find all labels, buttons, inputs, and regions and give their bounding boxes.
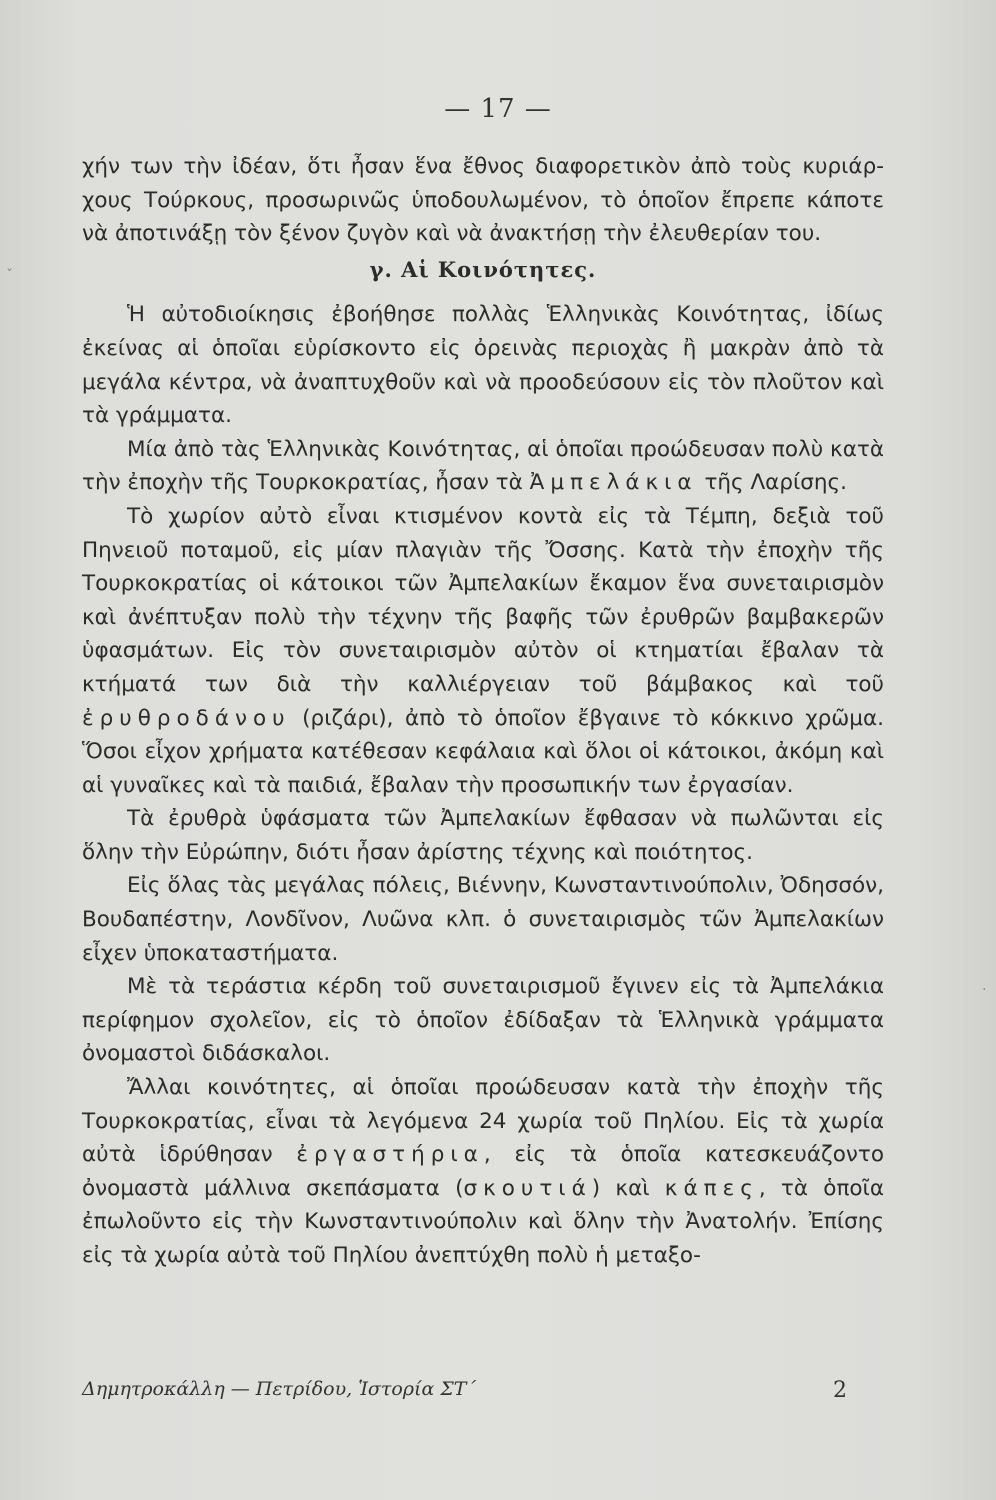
paragraph-5: Τὰ ἐρυθρὰ ὑφάσματα τῶν Ἀμπελακίων ἔφθασαν νὰ πωλῶνται εἰς ὅλην τὴν Εὐρώπην, διότι ἦσαν ἀρίστης τέχνης καὶ ποιότητος.: [82, 806, 884, 865]
paragraph-7: Μὲ τὰ τεράστια κέρδη τοῦ συνεταιρισμοῦ ἔγινεν εἰς τὰ Ἀμπελάκια περίφημον σχολεῖον, εἰς τὸ ὁποῖον ἐδίδαξαν τὰ Ἑλληνικὰ γράμματα ὀνομαστοὶ διδάσκαλοι.: [82, 974, 884, 1067]
page-number: — 17 —: [444, 94, 552, 124]
paragraph-3: [82, 433, 884, 500]
spaced-term-erythrodanou: ἐρυθροδάνου: [82, 705, 291, 731]
paragraph-3-text-a: Μία ἀπὸ τὰς Ἑλληνικὰς Κοινότητας, αἱ ὁποῖαι προώδευσαν πολὺ κατὰ τὴν ἐποχὴν τῆς Τουρκοκρατίας, ἦσαν τὰ: [82, 436, 884, 496]
margin-mark-left: ˇ: [6, 268, 13, 284]
spaced-term-ergastiria: ἐργαστήρια: [296, 1142, 484, 1168]
paragraph-6: Εἰς ὅλας τὰς μεγάλας πόλεις, Βιέννην, Κωνσταντινούπολιν, Ὀδησσόν, Βουδαπέστην, Λονδῖνον, Λυῶνα κλπ. ὁ συνεταιρισμὸς τῶν Ἀμπελακίων εἶχεν ὑποκαταστήματα.: [82, 873, 884, 966]
paragraph-8-text-a: Ἄλλαι κοινότητες, αἱ ὁποῖαι προώδευσαν κατὰ τὴν ἐποχὴν τῆς Τουρκοκρατίας, εἶναι τὰ λεγόμενα 24 χωρία τοῦ Πηλίου. Εἰς τὰ χωρία αὐτὰ ἱδρύθησαν: [82, 1075, 884, 1168]
paragraph-2: Ἡ αὐτοδιοίκησις ἐβοήθησε πολλὰς Ἑλληνικὰς Κοινότητας, ἰδίως ἐκείνας αἱ ὁποῖαι εὑρίσκοντο εἰς ὀρεινὰς περιοχὰς ἢ μακρὰν ἀπὸ τὰ μεγάλα κέντρα, νὰ ἀναπτυχθοῦν καὶ νὰ προοδεύσουν εἰς τὸν πλοῦτον καὶ τὰ γράμματα.: [82, 302, 884, 429]
body-text: [82, 150, 884, 1273]
paragraph-3-text-b: τῆς Λαρίσης.: [697, 470, 847, 496]
spaced-term-ampelakia: Ἀμπελάκια: [529, 470, 698, 496]
sheet-number: 2: [833, 1378, 847, 1403]
paragraph-8-text-b: , εἰς τὰ ὁποῖα κατεσκευάζοντο ὀνομαστὰ μάλλινα σκεπάσματα (: [82, 1142, 884, 1201]
paragraph-4-text-a: Τὸ χωρίον αὐτὸ εἶναι κτισμένον κοντὰ εἰς τὰ Τέμπη, δεξιὰ τοῦ Πηνειοῦ ποταμοῦ, εἰς μίαν πλαγιὰν τῆς Ὄσσης. Κατὰ τὴν ἐποχὴν τῆς Τουρκοκρατίας οἱ κάτοικοι τῶν Ἀμπελακίων ἔκαμον ἕνα συνεταιρισμὸν καὶ ἀνέπτυξαν πολὺ τὴν τέχνην τῆς βαφῆς τῶν ἐρυθρῶν βαμβακερῶν ὑφασμάτων. Εἰς τὸν συνεταιρισμὸν αὐτὸν οἱ κτηματίαι ἔβαλαν τὰ κτήματά των διὰ τὴν καλλιέργειαν τοῦ βάμβακος καὶ τοῦ: [82, 503, 884, 697]
paragraph-8: [82, 1071, 884, 1273]
paragraph-8-text-c: ) καὶ: [591, 1175, 665, 1201]
paragraph-8-text-d: , τὰ ὁποῖα ἐπωλοῦντο εἰς τὴν Κωνσταντινούπολιν καὶ ὅλην τὴν Ἀνατολήν. Ἐπίσης εἰς τὰ χωρία αὐτὰ τοῦ Πηλίου ἀνεπτύχθη πολὺ ἡ μεταξο-: [82, 1175, 884, 1268]
spaced-term-kapes: κάπες: [664, 1175, 759, 1201]
paragraph-4-text-b: (ριζάρι), ἀπὸ τὸ ὁποῖον ἔβγαινε τὸ κόκκινο χρῶμα. Ὅσοι εἶχον χρήματα κατέθεσαν κεφάλαια καὶ ὅλοι οἱ κάτοικοι, ἀκόμη καὶ αἱ γυναῖκες καὶ τὰ παιδιά, ἔβαλαν τὴν προσωπικήν των ἐργασίαν.: [82, 705, 884, 798]
spaced-term-skoutia: σκουτιά: [463, 1175, 592, 1201]
paragraph-4: [82, 500, 884, 802]
footer-credit: Δημητροκάλλη — Πετρίδου, Ἱστορία ΣΤ΄: [82, 1378, 476, 1400]
margin-mark-right: ·: [982, 982, 987, 998]
paragraph-1: χήν των τὴν ἰδέαν, ὅτι ἦσαν ἕνα ἔθνος διαφορετικὸν ἀπὸ τοὺς κυριάρ-χους Τούρκους, προσωρινῶς ὑποδουλωμένον, τὸ ὁποῖον ἔπρεπε κάποτε νὰ ἀποτινάξῃ τὸν ξένον ζυγὸν καὶ νὰ ἀνακτήσῃ τὴν ἐλευθερίαν του.: [82, 154, 884, 247]
section-heading: γ. Αἱ Κοινότητες.: [369, 256, 597, 282]
